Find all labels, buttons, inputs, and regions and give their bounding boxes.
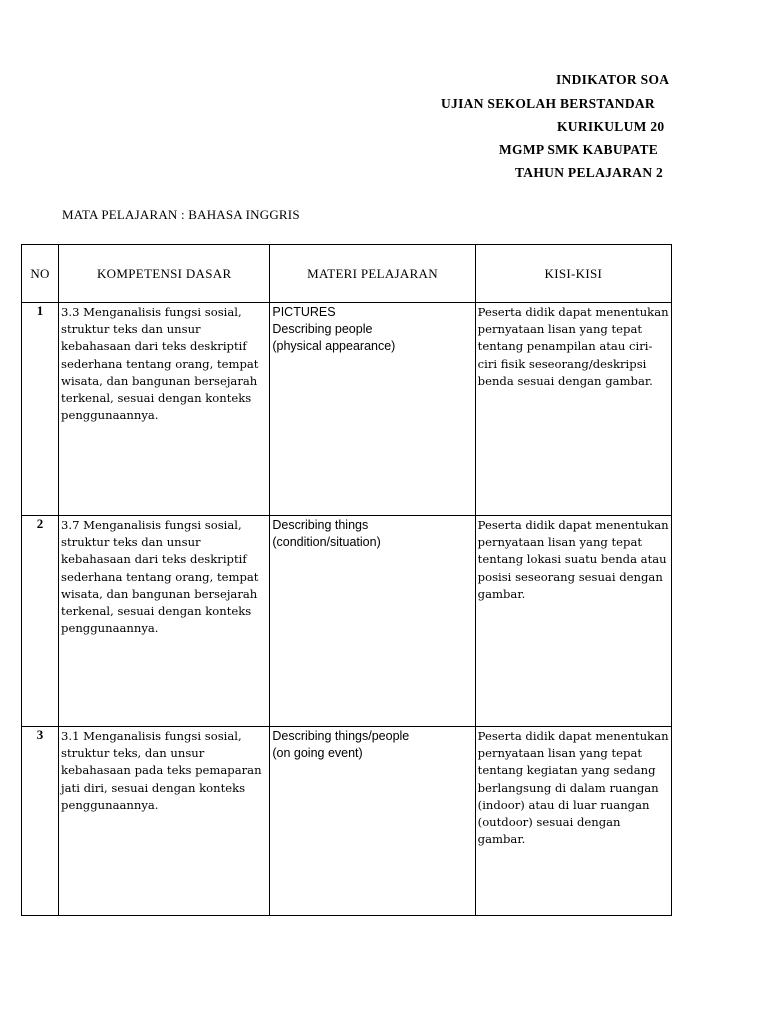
document-header [0, 72, 768, 182]
kisi-kisi-cell [475, 303, 671, 516]
kisi-kisi-cell [475, 516, 671, 727]
column-header-kisi-kisi: KISI-KISI [475, 245, 671, 303]
text-line: struktur teks, dan unsur [61, 746, 205, 761]
text-line: Peserta didik dapat menentukan [477, 305, 669, 319]
text-line: Peserta didik dapat menentukan [477, 729, 669, 743]
text-line: struktur teks dan unsur [61, 322, 201, 337]
text-line: penggunaannya. [61, 621, 159, 636]
column-header-kompetensi-dasar: KOMPETENSI DASAR [59, 245, 270, 303]
text-line: berlangsung di dalam ruangan [477, 780, 659, 795]
text-line: Describing things [272, 518, 369, 532]
text-line: 3.7 Menganalisis fungsi sosial, [61, 518, 242, 532]
text-line: tentang kegiatan yang sedang [477, 763, 656, 778]
table-header-row [22, 245, 672, 303]
table-row [22, 727, 672, 916]
row-number: 3 [22, 727, 59, 916]
text-line: tentang lokasi suatu benda atau [477, 552, 667, 567]
text-line: kebahasaan dari teks deskriptif [61, 339, 247, 354]
text-line: pernyataan lisan yang tepat [477, 535, 643, 550]
header-curriculum: KURIKULUM 20 [557, 119, 665, 134]
text-line: penggunaannya. [61, 408, 159, 423]
text-line: Describing people [272, 322, 373, 337]
text-line: benda sesuai dengan gambar. [477, 373, 653, 388]
header-line-3 [0, 119, 768, 143]
indicator-table [21, 244, 672, 916]
header-line-5 [0, 165, 768, 182]
text-line: (indoor) atau di luar ruangan [477, 797, 650, 812]
text-line: Describing things/people [272, 729, 410, 743]
header-academic-year: TAHUN PELAJARAN 2 [515, 165, 664, 180]
materi-pelajaran-cell [270, 727, 475, 916]
kompetensi-dasar-cell [59, 303, 270, 516]
text-line: 3.1 Menganalisis fungsi sosial, [61, 729, 242, 743]
text-line: 3.3 Menganalisis fungsi sosial, [61, 305, 242, 319]
text-line: gambar. [477, 586, 526, 601]
text-line: jati diri, sesuai dengan konteks [61, 780, 246, 795]
text-line: struktur teks dan unsur [61, 535, 201, 550]
row-number: 1 [22, 303, 59, 516]
text-line: terkenal, sesuai dengan konteks [61, 391, 252, 406]
text-line: posisi seseorang sesuai dengan [477, 569, 663, 584]
subject-label: MATA PELAJARAN : BAHASA INGGRIS [62, 207, 300, 222]
table-row [22, 516, 672, 727]
text-line: kebahasaan pada teks pemaparan [61, 763, 262, 778]
text-line: gambar. [477, 832, 526, 847]
header-mgmp: MGMP SMK KABUPATE [499, 142, 659, 157]
text-line: (on going event) [272, 746, 363, 761]
text-line: Peserta didik dapat menentukan [477, 518, 669, 532]
text-line: penggunaannya. [61, 797, 159, 812]
text-line: (physical appearance) [272, 339, 396, 354]
materi-pelajaran-cell [270, 303, 475, 516]
kompetensi-dasar-cell [59, 516, 270, 727]
text-line: tentang penampilan atau ciri- [477, 339, 653, 354]
text-line: pernyataan lisan yang tepat [477, 322, 643, 337]
text-line: sederhana tentang orang, tempat [61, 569, 259, 584]
row-number: 2 [22, 516, 59, 727]
header-line-2 [0, 96, 768, 120]
text-line: ciri fisik seseorang/deskripsi [477, 356, 647, 371]
text-line: wisata, dan bangunan bersejarah [61, 586, 258, 601]
column-header-materi-pelajaran: MATERI PELAJARAN [270, 245, 475, 303]
kompetensi-dasar-cell [59, 727, 270, 916]
text-line: PICTURES [272, 305, 336, 319]
text-line: (condition/situation) [272, 535, 381, 550]
header-line-1 [0, 72, 768, 96]
header-exam-name: UJIAN SEKOLAH BERSTANDAR [441, 96, 655, 111]
column-header-no: NO [22, 245, 59, 303]
text-line: (outdoor) sesuai dengan [477, 815, 621, 830]
text-line: pernyataan lisan yang tepat [477, 746, 643, 761]
materi-pelajaran-cell [270, 516, 475, 727]
kisi-kisi-cell [475, 727, 671, 916]
header-title: INDIKATOR SOA [556, 72, 670, 87]
text-line: kebahasaan dari teks deskriptif [61, 552, 247, 567]
header-line-4 [0, 142, 768, 166]
text-line: sederhana tentang orang, tempat [61, 356, 259, 371]
text-line: terkenal, sesuai dengan konteks [61, 604, 252, 619]
text-line: wisata, dan bangunan bersejarah [61, 373, 258, 388]
table-row [22, 303, 672, 516]
